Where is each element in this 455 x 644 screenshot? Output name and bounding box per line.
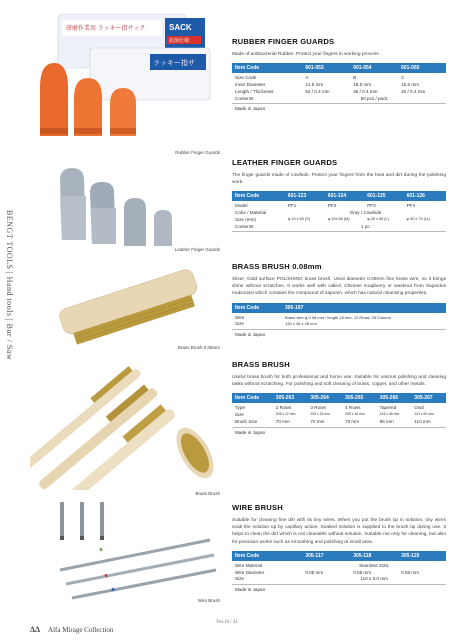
table-cell: 18.5 mm xyxy=(353,81,372,87)
table-cell: 15.5 mm xyxy=(401,81,419,87)
table-row xyxy=(232,216,446,223)
table-cell: Oval xyxy=(414,405,424,411)
wire-brush-description: Suitable for cleaning fine dirt with its tiny wires. When you put the brush tip in solution, tiny wires soak the solution up by capillary action. Soaked solution is supplied to the brush tip during use. It helps to clean the dirt which is not cleanable without solution. Suitable not only for cleaning, but also for precision works such as smoothing and polishing at small area. xyxy=(232,518,446,545)
rubber-finger-guards-section xyxy=(232,37,446,111)
table-cell: B xyxy=(353,75,357,81)
table-header: 601-125 xyxy=(364,191,403,201)
wire-brush-title: WIRE BRUSH xyxy=(232,503,283,512)
table-header: Item Code xyxy=(232,551,302,561)
table-cell: 205 x 15 mm xyxy=(310,412,331,417)
leather-photo-caption: Leather Finger Guards xyxy=(174,247,220,252)
table-cell: Contents xyxy=(232,95,302,104)
table-header: 305-264 xyxy=(307,393,342,403)
table-cell: 21.5 mm xyxy=(305,81,324,87)
table-cell: Brush Size xyxy=(232,418,273,427)
brass-brush-description: Useful brass brush for both professional and home use. Suitable for various polishing and cleaning tasks without scratching. For polishing and soft cleaning of brass, copper, and other metals. xyxy=(232,375,446,388)
table-cell: φ 20x 65 (M) xyxy=(327,216,350,221)
table-row xyxy=(232,418,446,427)
table-header: 601-053 xyxy=(302,63,350,73)
table-cell: 50 pcs / pack xyxy=(302,95,446,104)
table-cell: Length / Thickness xyxy=(235,88,274,94)
table-cell: 110 mm xyxy=(411,418,446,427)
table-cell: φ 25 x 65 (L) xyxy=(367,216,389,221)
page-number: Vol.10 / 41 xyxy=(216,620,238,625)
table-cell: Size Code xyxy=(235,75,257,81)
made-in-label: Made in Japan xyxy=(235,429,266,435)
table-row xyxy=(232,210,446,217)
table-header: 305-118 xyxy=(350,551,398,561)
table-cell: Wire xyxy=(235,314,245,320)
brand-name: Alfa Mirage Collection xyxy=(48,626,114,634)
rubber-spec-table xyxy=(232,63,446,104)
table-cell: 205 x 12 mm xyxy=(275,412,296,417)
table-cell: Color / Material xyxy=(235,210,267,216)
table-cell: 70 mm xyxy=(273,418,308,427)
front-pack-text: ラッキー指サ xyxy=(153,60,195,67)
table-row xyxy=(232,73,446,81)
brass-brush-008-title: BRASS BRUSH 0.08mm xyxy=(232,262,322,271)
table-cell: Size xyxy=(232,576,302,585)
table-cell: 130 x 45 x 28 mm xyxy=(282,321,446,330)
made-in-label: Made in Japan xyxy=(235,331,266,337)
brass-brush-008-spec-table xyxy=(232,303,446,330)
table-header: 305-267 xyxy=(411,393,446,403)
table-cell: 215 x 48 mm xyxy=(379,412,400,417)
table-cell: Stainless 316L xyxy=(359,562,390,568)
table-row xyxy=(232,561,446,569)
table-header: 305-265 xyxy=(342,393,377,403)
table-cell: 0.08 mm xyxy=(401,569,419,575)
table-cell: PF3 xyxy=(367,203,376,209)
brass-brush-photo xyxy=(30,358,220,490)
table-header: 305-263 xyxy=(273,393,308,403)
brass-brush-008-section xyxy=(232,262,446,337)
rubber-description: Made of antibacterial Rubber. Protect your fingers in working process. xyxy=(232,52,380,57)
rubber-photo-caption: Rubber Finger Guards xyxy=(175,150,220,155)
table-row xyxy=(232,88,446,95)
table-row xyxy=(232,412,446,419)
table-cell: φ 30 x 75 (LL) xyxy=(406,216,431,221)
brass-brush-caption: Brass Brush xyxy=(195,491,220,496)
table-cell: Size xyxy=(232,321,282,330)
brass-brush-008-photo xyxy=(30,268,220,348)
side-category-label xyxy=(2,210,16,380)
wire-brush-caption: Wire Brush xyxy=(197,598,220,603)
table-row xyxy=(232,321,446,330)
leather-description: The finger guards made of cowhide. Protect your fingers from the heat and dirt during the polishing work. xyxy=(232,173,446,186)
table-header: 305-119 xyxy=(398,551,446,561)
wire-brush-section xyxy=(232,503,446,592)
table-header: 601-126 xyxy=(404,191,446,201)
table-cell: 205 x 18 mm xyxy=(345,412,365,417)
table-row xyxy=(232,95,446,104)
brass-brush-section xyxy=(232,360,446,435)
table-cell: PF4 xyxy=(406,203,416,209)
table-cell: 95 mm xyxy=(377,418,412,427)
table-cell: PF1 xyxy=(287,203,297,209)
brass-brush-title: BRASS BRUSH xyxy=(232,360,290,369)
table-cell: Tapered xyxy=(379,405,397,411)
table-cell: 1 pc xyxy=(285,223,446,232)
leather-title: LEATHER FINGER GUARDS xyxy=(232,158,338,167)
table-cell: Inner Diameter xyxy=(235,81,266,87)
table-header: Item Code xyxy=(232,303,282,313)
table-row xyxy=(232,201,446,209)
table-header: 305-266 xyxy=(377,393,412,403)
table-row xyxy=(232,223,446,232)
table-row xyxy=(232,313,446,321)
brass-brush-spec-table xyxy=(232,393,446,427)
table-cell: Wire Diameter xyxy=(235,569,265,575)
wire-brush-photo xyxy=(30,500,220,606)
table-cell: 4 Rows xyxy=(345,405,361,411)
brass-brush-008-description: Silver, Gold surface POLISHING brass brush. Used diameter 0.08mm fine brass wire, so it brings shine without scratches. It works well with called, Chinese soapberry or washnut from Sapindus mukorossi which contains the compound of saponin, which has natural cleansing properties. xyxy=(232,277,446,297)
table-row xyxy=(232,81,446,88)
leather-finger-guards-photo xyxy=(30,160,220,252)
pack-japanese-title: 研磨作業用 ラッキー指サック xyxy=(66,26,146,32)
made-in-label: Made in Japan xyxy=(235,106,266,112)
table-header: Item Code xyxy=(232,191,285,201)
table-cell: Wire Material xyxy=(235,562,263,568)
table-header: Item Code xyxy=(232,63,302,73)
table-cell: 46 / 0.4 mm xyxy=(353,88,378,94)
table-cell: 123 x 60 mm xyxy=(414,412,434,417)
table-cell: 70 mm xyxy=(307,418,342,427)
table-cell: 110 x 3.0 mm xyxy=(302,576,446,585)
rubber-title: RUBBER FINGER GUARDS xyxy=(232,37,335,46)
table-header: 601-054 xyxy=(350,63,398,73)
side-category-text: BENGT TOOLS | Hand tools | Bur / Saw xyxy=(5,210,14,361)
table-header: 601-055 xyxy=(398,63,446,73)
table-header: 305-197 xyxy=(282,303,446,313)
table-cell: 2 Rows xyxy=(275,405,292,411)
page-footer xyxy=(30,619,430,637)
table-header: 601-124 xyxy=(325,191,364,201)
brand-logo: ΔΔ xyxy=(30,625,41,634)
table-header: Item Code xyxy=(232,393,273,403)
table-cell: Gray / Cowhide xyxy=(349,210,382,216)
table-header: 305-117 xyxy=(302,551,350,561)
table-cell: 3 Rows xyxy=(310,405,326,411)
pack-antibacterial-text: 抗菌仕様 xyxy=(169,38,190,44)
rubber-finger-guards-photo xyxy=(30,8,220,148)
table-cell: A xyxy=(305,75,309,81)
table-cell: 52 / 0.4 mm xyxy=(305,88,330,94)
table-cell: Type xyxy=(235,405,245,411)
table-row xyxy=(232,576,446,585)
table-cell: Model xyxy=(235,203,248,209)
table-cell: Brass wire φ 0.08 mm / length 15 mm, 12 Rows, 25 Column xyxy=(285,314,391,320)
table-cell: 70 mm xyxy=(342,418,377,427)
table-header: 601-123 xyxy=(285,191,325,201)
table-cell: C xyxy=(401,75,405,81)
table-cell: 40 / 0.4 mm xyxy=(401,88,426,94)
table-row xyxy=(232,403,446,411)
table-cell: Size (mm) xyxy=(235,216,256,222)
table-cell: 0.05 mm xyxy=(353,569,372,575)
leather-finger-guards-section xyxy=(232,158,446,232)
table-cell: Size xyxy=(235,412,244,418)
wire-brush-spec-table xyxy=(232,551,446,585)
table-cell: φ 15 x 60 (S) xyxy=(287,216,310,221)
table-cell: Contents xyxy=(232,223,285,232)
leather-spec-table xyxy=(232,191,446,232)
made-in-label: Made in Japan xyxy=(235,586,266,592)
table-cell: 0.05 mm xyxy=(305,569,324,575)
table-cell: PF2 xyxy=(327,203,337,209)
pack-brand-text: SACK xyxy=(169,23,192,32)
table-row xyxy=(232,569,446,576)
brass-brush-008-caption: Brass Brush 0.08mm xyxy=(177,345,220,350)
